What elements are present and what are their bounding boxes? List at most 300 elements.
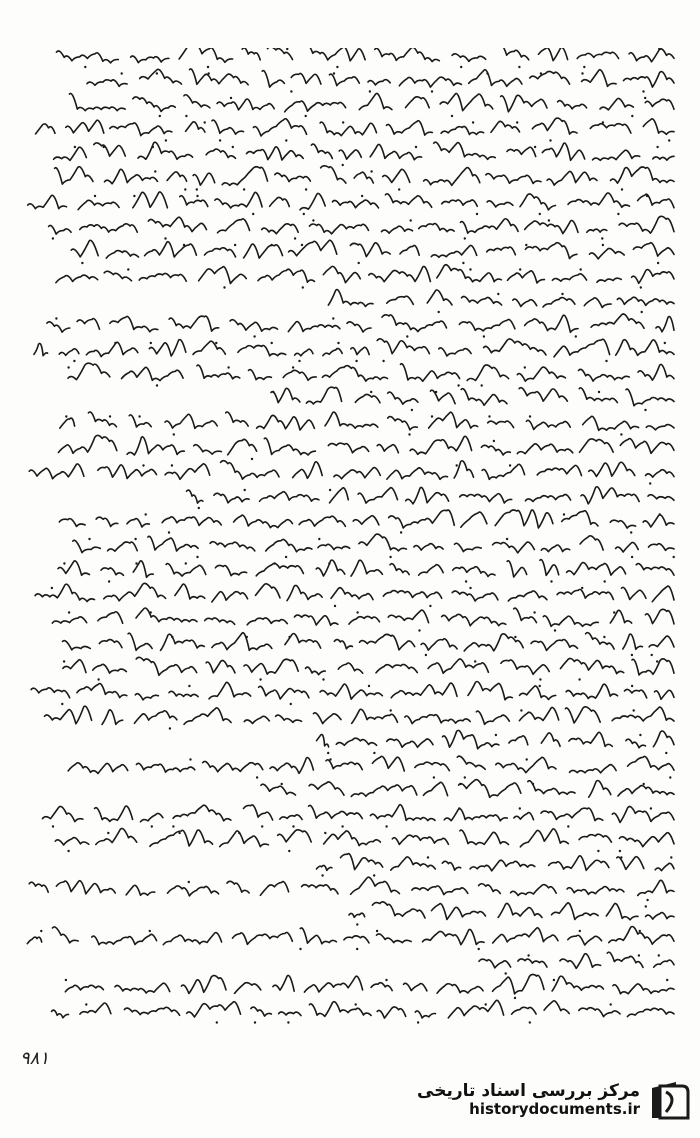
handwritten-word (302, 885, 338, 894)
handwritten-word (270, 197, 290, 206)
handwritten-word (306, 387, 341, 404)
handwritten-word (427, 290, 452, 305)
handwriting-dot (85, 1003, 87, 1005)
handwritten-word (460, 830, 509, 845)
handwritten-word (557, 589, 613, 599)
handwriting-dot (451, 115, 453, 117)
handwritten-word (205, 248, 236, 257)
handwritten-word (589, 780, 611, 797)
handwritten-word (491, 121, 520, 132)
handwriting-dot (342, 121, 344, 123)
handwriting-dot (108, 580, 110, 582)
handwritten-word (184, 95, 210, 108)
handwriting-dot (578, 678, 580, 680)
handwritten-word (590, 124, 631, 133)
handwritten-word (461, 389, 507, 406)
handwritten-word (68, 763, 128, 774)
handwritten-word (181, 975, 226, 993)
handwritten-word (338, 663, 362, 673)
handwritten-word (454, 461, 473, 478)
handwriting-dot (61, 703, 63, 705)
handwriting-dot (288, 636, 290, 638)
handwriting-dot (427, 856, 429, 858)
handwriting-dot (135, 562, 137, 564)
handwriting-dot (188, 685, 190, 687)
handwriting-dot (483, 335, 485, 337)
handwritten-word (369, 266, 431, 281)
handwritten-word (86, 342, 137, 356)
handwritten-word (587, 229, 607, 232)
handwritten-word (288, 322, 340, 332)
handwritten-word (350, 243, 390, 257)
handwritten-word (643, 119, 674, 135)
handwritten-word (329, 74, 359, 86)
handwriting-dot (415, 146, 417, 148)
handwriting-dot (152, 146, 154, 148)
handwritten-word (334, 468, 380, 479)
handwritten-word (264, 438, 315, 455)
handwriting-dot (341, 825, 343, 827)
handwritten-word (514, 608, 537, 623)
handwriting-dot (656, 660, 658, 662)
handwritten-word (469, 70, 522, 87)
handwritten-word (168, 886, 219, 896)
handwritten-word (186, 122, 205, 132)
handwritten-word (514, 813, 534, 820)
handwriting-dot (539, 685, 541, 687)
handwritten-word (285, 101, 346, 112)
handwritten-word (187, 1002, 241, 1017)
handwriting-dot (288, 850, 290, 852)
handwriting-dot (196, 188, 198, 190)
handwritten-word (481, 445, 510, 455)
handwriting-dot (476, 213, 478, 215)
handwritten-word (56, 881, 115, 894)
handwritten-word (28, 195, 67, 208)
handwriting-dot (55, 317, 57, 319)
handwriting-dot (84, 66, 86, 68)
handwritten-word (531, 640, 578, 651)
handwriting-dot (94, 195, 96, 197)
handwritten-word (626, 739, 646, 748)
handwritten-word (643, 515, 674, 527)
handwriting-dot (464, 776, 466, 778)
handwriting-dot (481, 384, 483, 386)
handwriting-dot (356, 923, 358, 925)
handwritten-word (309, 1002, 371, 1017)
handwriting-dot (332, 317, 334, 319)
handwriting-dot (215, 342, 217, 344)
handwritten-word (306, 667, 326, 675)
handwritten-word (448, 1000, 503, 1018)
handwritten-word (428, 659, 488, 673)
handwritten-word (63, 660, 86, 673)
handwritten-word (205, 618, 235, 624)
handwriting-dot (142, 464, 144, 466)
handwritten-word (53, 927, 79, 943)
handwritten-word (567, 887, 624, 895)
handwritten-word (645, 99, 674, 109)
handwritten-word (323, 349, 342, 356)
handwritten-word (470, 860, 535, 871)
handwritten-word (488, 421, 514, 428)
handwritten-word (49, 225, 72, 234)
handwritten-word (206, 660, 235, 672)
handwritten-word (161, 634, 205, 650)
handwriting-dot (633, 709, 635, 711)
handwritten-word (376, 664, 417, 672)
handwritten-word (646, 470, 675, 477)
handwritten-word (520, 686, 556, 700)
handwriting-dot (639, 930, 641, 932)
handwritten-word (455, 543, 482, 551)
handwriting-dot (610, 1003, 612, 1005)
handwritten-word (437, 984, 483, 993)
handwriting-dot (196, 195, 198, 197)
handwriting-dot (408, 433, 410, 435)
handwriting-dot (165, 139, 167, 141)
handwritten-word (278, 830, 312, 842)
handwriting-dot (520, 709, 522, 711)
handwritten-word (133, 192, 168, 208)
handwriting-dot (189, 758, 191, 760)
handwritten-word (517, 444, 573, 454)
handwriting-dot (178, 832, 180, 834)
handwriting-dot (666, 979, 668, 981)
handwritten-word (96, 517, 118, 526)
handwriting-dot (462, 262, 464, 264)
handwritten-word (558, 101, 587, 109)
handwritten-word (565, 707, 600, 723)
handwritten-word (382, 315, 447, 332)
handwriting-dot (287, 1021, 289, 1023)
handwritten-word (321, 166, 346, 183)
handwritten-word (579, 369, 630, 381)
handwritten-word (256, 563, 303, 576)
handwritten-word (291, 73, 321, 84)
handwritten-word (347, 322, 371, 332)
handwritten-word (193, 341, 225, 354)
handwriting-dot (417, 1021, 419, 1023)
handwritten-word (358, 488, 397, 503)
handwritten-word (414, 544, 443, 550)
handwritten-word (377, 934, 412, 943)
handwritten-word (495, 510, 553, 528)
handwriting-dot (438, 311, 440, 313)
handwriting-dot (358, 262, 360, 264)
handwriting-dot (398, 188, 400, 190)
handwritten-word (638, 364, 674, 380)
handwriting-dot (150, 342, 152, 344)
handwritten-word (493, 542, 535, 553)
handwriting-dot (63, 562, 65, 564)
handwritten-word (133, 97, 176, 112)
handwritten-word (77, 684, 127, 698)
handwriting-dot (602, 121, 604, 123)
handwriting-dot (554, 629, 556, 631)
handwritten-word (58, 561, 90, 575)
handwritten-word (482, 464, 524, 479)
handwriting-dot (51, 587, 53, 589)
handwritten-word (443, 730, 499, 748)
handwritten-word (136, 763, 194, 772)
handwritten-word (94, 143, 126, 156)
handwriting-dot (641, 311, 643, 313)
handwriting-dot (312, 219, 314, 221)
handwriting-dot (216, 1021, 218, 1023)
handwritten-word (612, 807, 674, 823)
handwritten-word (424, 168, 480, 186)
handwritten-word (247, 147, 304, 160)
handwritten-word (249, 370, 272, 380)
handwritten-word (442, 614, 506, 626)
handwriting-dot (390, 709, 392, 711)
handwriting-dot (456, 464, 458, 466)
handwritten-word (593, 150, 640, 160)
handwritten-word (98, 612, 123, 624)
handwriting-dot (67, 366, 69, 368)
handwriting-dot (370, 170, 372, 172)
handwriting-dot (435, 391, 437, 393)
handwritten-word (518, 959, 547, 967)
handwritten-word (499, 48, 528, 60)
handwriting-dot (657, 262, 659, 264)
handwriting-dot (333, 72, 335, 74)
handwritten-word (66, 120, 104, 133)
handwritten-word (493, 928, 558, 943)
handwritten-text-block (14, 48, 686, 1088)
handwriting-dot (361, 195, 363, 197)
handwriting-dot (355, 360, 357, 362)
handwritten-word (391, 857, 436, 870)
handwritten-word (442, 200, 478, 206)
handwritten-word (520, 194, 556, 210)
handwriting-dot (644, 97, 646, 99)
handwriting-dot (620, 433, 622, 435)
handwriting-dot (548, 219, 550, 221)
handwriting-dot (664, 342, 666, 344)
handwritten-word (541, 733, 560, 746)
handwritten-word (355, 394, 380, 402)
handwriting-dot (254, 1021, 256, 1023)
handwritten-word (101, 568, 124, 575)
handwritten-word (597, 278, 621, 282)
handwritten-word (324, 831, 381, 846)
handwritten-word (136, 657, 197, 675)
handwritten-word (444, 809, 507, 821)
handwritten-word (479, 959, 511, 968)
handwritten-word (632, 659, 674, 675)
handwritten-word (387, 739, 433, 747)
handwriting-dot (604, 580, 606, 582)
handwriting-dot (400, 531, 402, 533)
handwritten-word (169, 691, 198, 696)
handwriting-dot (656, 146, 658, 148)
handwritten-word (266, 539, 312, 551)
handwritten-word (138, 142, 193, 159)
handwritten-word (655, 863, 674, 870)
handwriting-dot (253, 335, 255, 337)
handwritten-word (543, 298, 575, 307)
handwriting-dot (134, 538, 136, 540)
handwriting-dot (617, 213, 619, 215)
handwritten-word (525, 494, 570, 501)
handwritten-word (215, 565, 246, 575)
handwritten-word (317, 734, 329, 747)
handwritten-word (220, 831, 269, 847)
handwriting-dot (410, 219, 412, 221)
handwriting-dot (251, 458, 253, 460)
handwriting-dot (302, 286, 304, 288)
handwritten-word (235, 983, 261, 994)
handwritten-word (92, 934, 157, 944)
handwriting-dot (65, 979, 67, 981)
handwritten-word (56, 275, 98, 283)
handwritten-word (58, 435, 116, 453)
handwritten-word (336, 738, 376, 745)
handwriting-dot (322, 678, 324, 680)
handwritten-word (359, 93, 392, 109)
handwritten-word (283, 370, 316, 380)
handwritten-word (234, 515, 293, 527)
handwriting-dot (519, 268, 521, 270)
handwriting-dot (602, 244, 604, 246)
handwriting-dot (425, 654, 427, 656)
handwritten-word (320, 122, 376, 136)
handwriting-dot (305, 115, 307, 117)
handwritten-word (370, 805, 435, 821)
handwritten-word (623, 634, 643, 649)
handwritten-word (253, 119, 306, 136)
handwritten-word (498, 903, 542, 917)
handwritten-word (145, 242, 197, 257)
handwritten-word (47, 322, 70, 332)
handwritten-word (377, 339, 429, 354)
handwritten-word (334, 640, 352, 649)
handwritten-word (519, 388, 567, 402)
handwritten-word (325, 412, 378, 428)
handwriting-dot (527, 954, 529, 956)
handwritten-word (370, 144, 421, 159)
handwritten-word (382, 226, 413, 233)
handwriting-dot (169, 727, 171, 729)
handwritten-word (547, 171, 597, 185)
handwriting-dot (579, 930, 581, 932)
handwriting-dot (642, 90, 644, 92)
handwritten-word (638, 194, 674, 208)
handwritten-word (184, 708, 231, 725)
handwritten-word (139, 273, 186, 281)
handwriting-dot (270, 244, 272, 246)
handwriting-dot (81, 262, 83, 264)
handwritten-word (410, 436, 472, 454)
handwritten-word (467, 365, 508, 381)
handwritten-word (437, 265, 502, 282)
handwritten-word (55, 838, 89, 845)
handwritten-word (372, 756, 404, 771)
handwritten-word (242, 48, 260, 60)
handwritten-word (351, 560, 382, 576)
handwritten-word (580, 439, 614, 452)
handwriting-dot (373, 752, 375, 754)
handwriting-dot (621, 188, 623, 190)
handwriting-dot (630, 531, 632, 533)
handwriting-dot (373, 874, 375, 876)
handwriting-dot (509, 464, 511, 466)
handwritten-word (349, 616, 380, 624)
handwritten-word (149, 340, 186, 356)
handwriting-dot (198, 507, 200, 509)
handwritten-word (122, 367, 184, 380)
handwritten-word (29, 882, 48, 892)
handwritten-word (52, 617, 86, 623)
handwriting-dot (478, 948, 480, 950)
handwritten-word (353, 516, 379, 525)
handwritten-word (304, 976, 362, 992)
handwriting-dot (204, 121, 206, 123)
handwriting-dot (127, 268, 129, 270)
handwriting-dot (238, 832, 240, 834)
handwritten-word (530, 71, 570, 84)
handwriting-dot (149, 930, 151, 932)
handwriting-dot (553, 979, 555, 981)
handwritten-word (289, 240, 337, 256)
handwritten-word (238, 345, 286, 355)
handwriting-dot (411, 409, 413, 411)
handwriting-dot (103, 146, 105, 148)
handwritten-word (628, 756, 674, 770)
handwritten-word (54, 147, 87, 160)
handwritten-word (584, 298, 611, 308)
handwritten-word (383, 169, 410, 182)
handwritten-word (305, 48, 365, 61)
handwritten-word (519, 707, 558, 720)
handwriting-dot (505, 972, 507, 974)
handwriting-dot (292, 825, 294, 827)
handwritten-word (371, 983, 392, 991)
handwriting-dot (286, 48, 288, 50)
handwritten-word (387, 468, 448, 480)
handwritten-word (104, 583, 166, 600)
handwriting-dot (337, 342, 339, 344)
handwriting-dot (644, 409, 646, 411)
handwritten-word (162, 517, 221, 526)
handwritten-word (127, 519, 149, 527)
handwriting-dot (581, 587, 583, 589)
handwritten-word (316, 560, 345, 576)
handwriting-dot (640, 286, 642, 288)
handwritten-word (328, 443, 368, 453)
handwritten-word (430, 390, 455, 403)
handwritten-word (540, 560, 559, 576)
handwriting-dot (196, 556, 198, 558)
handwritten-word (501, 95, 547, 112)
handwritten-word (230, 320, 277, 332)
handwritten-word (607, 952, 643, 967)
handwritten-word (257, 415, 315, 430)
handwritten-word (126, 885, 155, 895)
handwriting-dot (109, 415, 111, 417)
handwriting-dot (620, 856, 622, 858)
handwritten-word (214, 493, 249, 503)
handwritten-word (52, 1010, 69, 1018)
handwriting-dot (460, 66, 462, 68)
handwritten-word (464, 634, 523, 651)
handwriting-dot (638, 954, 640, 956)
handwritten-word (175, 584, 205, 599)
handwriting-dot (303, 213, 305, 215)
handwritten-word (552, 274, 586, 281)
